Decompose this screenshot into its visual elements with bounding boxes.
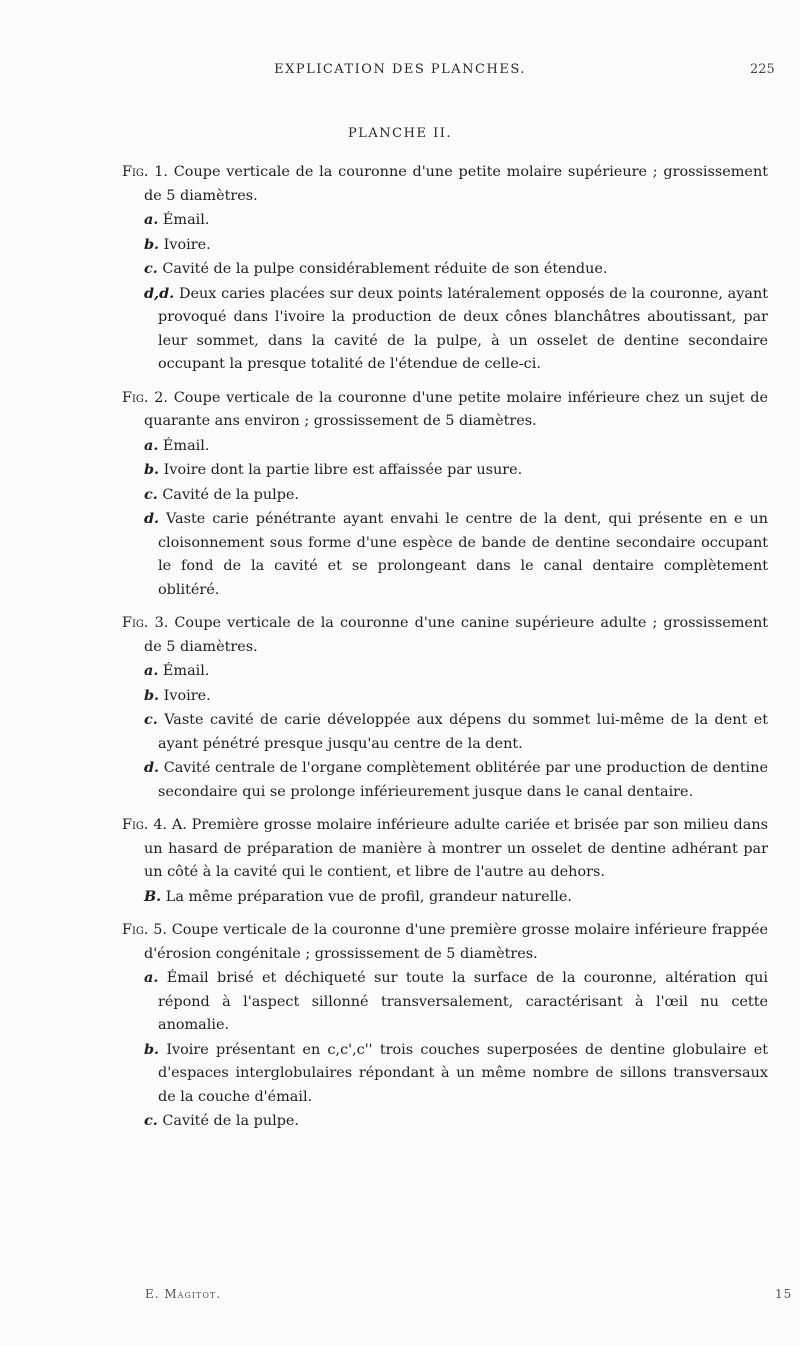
legend-item bbox=[122, 885, 768, 910]
legend-item bbox=[122, 1109, 768, 1134]
legend-text: Émail brisé et déchiqueté sur toute la surface de la couronne, altération qui répond à l'aspect sillonné transversalement, caractérisant à l'œil nu cette anomalie. bbox=[158, 970, 768, 1033]
figure-caption-text: A. Première grosse molaire inférieure adulte cariée et brisée par son milieu dans un hasard de préparation de manière à montrer un osselet de dentine adhérant par un côté à la cavité qui le contient, et libre de l'autre au dehors. bbox=[144, 817, 768, 880]
figure-block bbox=[122, 919, 768, 1134]
legend-key: b. bbox=[144, 235, 160, 253]
legend-key: b. bbox=[144, 686, 160, 704]
legend-key: B. bbox=[144, 887, 162, 905]
legend-text: Cavité centrale de l'organe complètement oblitérée par une production de dentine secondaire qui se prolonge inférieurement jusque dans le canal dentaire. bbox=[158, 760, 768, 800]
legend-item bbox=[122, 708, 768, 756]
legend-text: Ivoire présentant en c,c',c'' trois couches superposées de dentine globulaire et d'espaces interglobulaires répondant à un même nombre de sillons transversaux de la couche d'émail. bbox=[158, 1041, 769, 1105]
legend-item bbox=[122, 458, 768, 483]
legend-key: b. bbox=[144, 461, 160, 478]
figure-label: Fig. 2. bbox=[122, 389, 168, 406]
running-title: EXPLICATION DES PLANCHES. bbox=[274, 62, 526, 77]
legend-text: Vaste cavité de carie développée aux dépens du sommet lui-même de la dent et ayant pénétré presque jusqu'au centre de la dent. bbox=[158, 712, 768, 752]
legend-item bbox=[122, 1038, 768, 1110]
legend-text: Ivoire. bbox=[163, 687, 211, 704]
legend-text: Cavité de la pulpe. bbox=[162, 1113, 300, 1129]
legend-key: a. bbox=[144, 969, 159, 986]
legend-text: Émail. bbox=[162, 437, 210, 454]
legend-text: Ivoire dont la partie libre est affaissée par usure. bbox=[163, 462, 523, 478]
legend-key: b. bbox=[144, 1040, 160, 1058]
legend-key: d,d. bbox=[144, 284, 175, 302]
legend-text: Émail. bbox=[162, 212, 210, 228]
legend-key: c. bbox=[144, 711, 158, 728]
figure-label: Fig. 3. bbox=[122, 615, 169, 631]
legend-item bbox=[122, 208, 768, 233]
legend-text: Vaste carie pénétrante ayant envahi le centre de la dent, qui présente en e un cloisonnement sous forme d'une espèce de bande de dentine secondaire occupant le fond de la cavité et se prolongeant dans le canal dentaire complètement oblitéré. bbox=[158, 511, 768, 598]
legend-item bbox=[122, 756, 768, 804]
legend-text: Cavité de la pulpe considérablement réduite de son étendue. bbox=[162, 261, 608, 277]
legend-text: Ivoire. bbox=[163, 236, 211, 253]
figure-caption-text: Coupe verticale de la couronne d'une petite molaire supérieure ; grossissement de 5 diamètres. bbox=[144, 164, 768, 204]
figure-block bbox=[122, 612, 768, 804]
legend-item bbox=[122, 659, 768, 684]
figure-caption bbox=[122, 161, 768, 208]
figure-label: Fig. 1. bbox=[122, 164, 169, 180]
legend-item bbox=[122, 233, 768, 258]
figure-block bbox=[122, 161, 768, 377]
legend-key: c. bbox=[144, 1112, 158, 1129]
legend-text: Deux caries placées sur deux points latéralement opposés de la couronne, ayant provoqué dans l'ivoire la production de deux cônes blanchâtres aboutissant, par leur sommet, dans la cavité de la pulpe, à un osselet de dentine secondaire occupant la presque totalité de l'étendue de celle-ci. bbox=[158, 285, 769, 372]
legend-item bbox=[122, 434, 768, 459]
plate-title: PLANCHE II. bbox=[348, 126, 452, 141]
page-number: 225 bbox=[750, 62, 775, 77]
signature-mark: 15 bbox=[775, 1287, 793, 1301]
footer bbox=[145, 1287, 793, 1301]
legend-text: La même préparation vue de profil, grandeur naturelle. bbox=[165, 888, 572, 905]
legend-key: c. bbox=[144, 485, 158, 503]
legend-item bbox=[122, 257, 768, 282]
figure-caption bbox=[122, 612, 768, 659]
legend-key: a. bbox=[144, 211, 159, 228]
legend-item bbox=[122, 966, 768, 1038]
figure-explanations bbox=[122, 161, 768, 1144]
legend-key: a. bbox=[144, 662, 159, 679]
figure-block bbox=[122, 387, 768, 603]
figure-caption bbox=[122, 387, 768, 434]
legend-key: d. bbox=[144, 759, 160, 776]
author-signature: E. Magitot. bbox=[145, 1287, 222, 1301]
legend-item bbox=[122, 507, 768, 602]
legend-key: a. bbox=[144, 436, 159, 454]
legend-text: Cavité de la pulpe. bbox=[162, 486, 300, 503]
legend-key: c. bbox=[144, 260, 158, 277]
figure-label: Fig. 4. bbox=[122, 817, 168, 833]
figure-caption bbox=[122, 919, 768, 966]
figure-caption-text: Coupe verticale de la couronne d'une petite molaire inférieure chez un sujet de quarante ans environ ; grossissement de 5 diamètres. bbox=[144, 389, 768, 429]
figure-caption-text: Coupe verticale de la couronne d'une première grosse molaire inférieure frappée d'érosion congénitale ; grossissement de 5 diamètres. bbox=[144, 922, 768, 962]
figure-label: Fig. 5. bbox=[122, 922, 167, 938]
legend-text: Émail. bbox=[162, 663, 210, 679]
legend-item bbox=[122, 684, 768, 709]
figure-caption-text: Coupe verticale de la couronne d'une canine supérieure adulte ; grossissement de 5 diamètres. bbox=[144, 615, 768, 655]
figure-caption bbox=[122, 814, 768, 885]
legend-item bbox=[122, 483, 768, 508]
legend-item bbox=[122, 282, 768, 377]
legend-key: d. bbox=[144, 510, 160, 527]
figure-block bbox=[122, 814, 768, 909]
